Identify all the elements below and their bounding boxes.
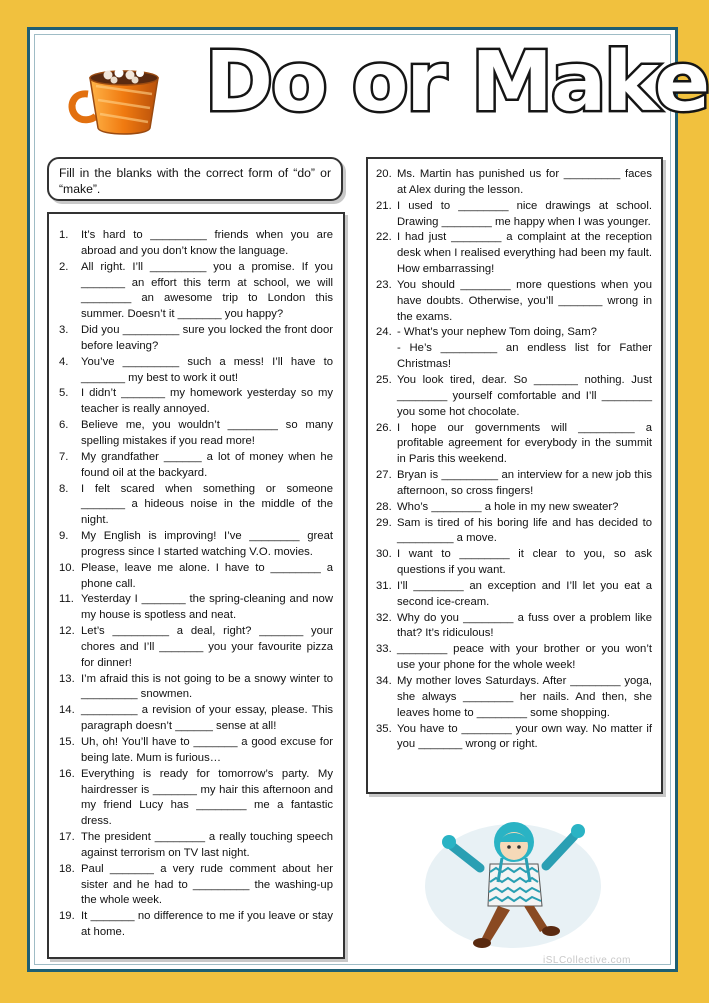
question-item bbox=[59, 323, 333, 355]
question-item bbox=[59, 672, 333, 704]
question-number: 5. bbox=[59, 387, 69, 400]
question-item bbox=[376, 468, 652, 500]
question-number: 24. bbox=[376, 326, 392, 339]
question-text: Did you _________ sure you locked the front door before leaving? bbox=[81, 324, 333, 352]
question-item bbox=[376, 421, 652, 469]
question-text: My mother loves Saturdays. After ________ yoga, she always ________ her nails. And then, she leaves home to ________ some shopping. bbox=[397, 675, 652, 719]
question-list-right bbox=[376, 167, 652, 753]
question-item bbox=[59, 450, 333, 482]
question-number: 33. bbox=[376, 643, 392, 656]
snow-kid-illustration bbox=[418, 806, 608, 956]
question-item bbox=[59, 735, 333, 767]
question-item bbox=[376, 167, 652, 199]
question-text: I want to ________ it clear to you, so ask questions if you want. bbox=[397, 548, 652, 577]
question-text: I’m afraid this is not going to be a snowy winter to _________ snowmen. bbox=[81, 672, 333, 701]
question-item bbox=[376, 547, 652, 579]
question-text: I’ll ________ an exception and I’ll let you eat a second ice-cream. bbox=[397, 579, 652, 608]
question-item bbox=[59, 624, 333, 672]
question-number: 1. bbox=[59, 229, 69, 241]
question-number: 28. bbox=[376, 500, 392, 513]
question-text: Bryan is _________ an interview for a new job this afternoon, so cross fingers! bbox=[397, 469, 652, 497]
question-text: I hope our governments will _________ a profitable agreement for everybody in the summit in Paris this weekend. bbox=[397, 421, 652, 466]
question-text: My English is improving! I’ve ________ great progress since I started watching V.O. movies. bbox=[81, 530, 333, 558]
question-text: It _______ no difference to me if you leave or stay at home. bbox=[81, 910, 333, 939]
question-text: Why do you ________ a fuss over a problem like that? It’s ridiculous! bbox=[397, 611, 652, 640]
question-text: Everything is ready for tomorrow’s party. My hairdresser is _______ my hair this afternoon and my friend Lucy has ________ me a fantastic dress. bbox=[81, 767, 333, 828]
question-item bbox=[59, 228, 333, 260]
question-number: 14. bbox=[59, 704, 75, 717]
question-number: 7. bbox=[59, 450, 69, 463]
instructions-box: Fill in the blanks with the correct form of “do” or “make”. bbox=[47, 157, 343, 201]
question-item bbox=[59, 418, 333, 450]
question-number: 6. bbox=[59, 419, 69, 432]
question-number: 13. bbox=[59, 672, 75, 685]
questions-box-right bbox=[366, 157, 663, 794]
question-text: Please, leave me alone. I have to ________ a phone call. bbox=[81, 561, 333, 590]
question-item bbox=[376, 373, 652, 421]
question-item bbox=[59, 529, 333, 561]
question-text: _________ a revision of your essay, please. This paragraph doesn’t ______ sense at all! bbox=[81, 704, 333, 733]
question-number: 29. bbox=[376, 516, 392, 529]
question-text: I felt scared when something or someone _______ a hideous noise in the middle of the night. bbox=[81, 482, 333, 527]
question-number: 34. bbox=[376, 675, 392, 687]
question-text: The president ________ a really touching speech against terrorism on TV last night. bbox=[81, 831, 333, 859]
questions-box-left bbox=[47, 212, 345, 959]
question-item bbox=[59, 909, 333, 941]
question-text: You have to ________ your own way. No matter if you _______ wrong or right. bbox=[397, 722, 652, 751]
question-number: 10. bbox=[59, 561, 75, 574]
question-number: 23. bbox=[376, 278, 392, 291]
question-number: 15. bbox=[59, 736, 75, 748]
question-text: Ms. Martin has punished us for _________ faces at Alex during the lesson. bbox=[397, 168, 652, 196]
question-number: 20. bbox=[376, 168, 392, 180]
question-item bbox=[59, 482, 333, 530]
question-item bbox=[59, 767, 333, 830]
question-number: 21. bbox=[376, 199, 392, 212]
question-number: 4. bbox=[59, 355, 69, 368]
question-number: 30. bbox=[376, 548, 392, 561]
question-number: 19. bbox=[59, 910, 75, 923]
question-number: 9. bbox=[59, 530, 69, 543]
question-item bbox=[376, 500, 652, 516]
question-number: 17. bbox=[59, 831, 75, 844]
question-text: Let’s _________ a deal, right? _______ your chores and I’ll _______ you your favourite pizza for dinner! bbox=[81, 625, 333, 669]
question-item bbox=[376, 516, 652, 548]
question-text: I didn’t _______ my homework yesterday so my teacher is really annoyed. bbox=[81, 387, 333, 416]
question-text: My grandfather ______ a lot of money when he found oil at the backyard. bbox=[81, 450, 333, 479]
question-item bbox=[376, 579, 652, 611]
question-item bbox=[59, 561, 333, 593]
question-item bbox=[376, 722, 652, 754]
question-number: 18. bbox=[59, 862, 75, 875]
question-text: You should ________ more questions when you have doubts. Otherwise, you’ll _______ wrong in the exams. bbox=[397, 278, 652, 323]
question-text: ________ peace with your brother or you won’t use your phone for the whole week! bbox=[397, 643, 652, 672]
question-text: Paul _______ a very rude comment about her sister and he had to _________ the washing-up the whole week. bbox=[81, 862, 333, 907]
question-item bbox=[59, 355, 333, 387]
question-number: 35. bbox=[376, 722, 392, 735]
question-text: Believe me, you wouldn’t ________ so many spelling mistakes if you read more! bbox=[81, 419, 333, 447]
question-item bbox=[376, 278, 652, 326]
question-text: I used to ________ nice drawings at school. Drawing ________ me happy when I was younger. bbox=[397, 199, 652, 228]
question-list-left bbox=[59, 228, 333, 941]
question-text: Uh, oh! You’ll have to _______ a good excuse for being late. Mum is furious… bbox=[81, 736, 333, 764]
coffee-cup-icon bbox=[66, 64, 166, 140]
question-number: 25. bbox=[376, 373, 392, 386]
question-text: Yesterday I _______ the spring-cleaning and now my house is spotless and neat. bbox=[81, 593, 333, 622]
question-item bbox=[376, 611, 652, 643]
question-text: It’s hard to _________ friends when you are abroad and you don’t know the language. bbox=[81, 229, 333, 257]
question-item bbox=[376, 674, 652, 722]
question-number: 3. bbox=[59, 324, 69, 337]
page-title: Do or Make bbox=[205, 35, 709, 130]
question-item bbox=[59, 386, 333, 418]
watermark: iSLCollective.com bbox=[543, 955, 631, 966]
question-item bbox=[376, 199, 652, 231]
question-text: I had just ________ a complaint at the reception desk when I realised everything had been my fault. How embarrassing! bbox=[397, 231, 652, 276]
question-number: 11. bbox=[59, 593, 74, 606]
question-text: Sam is tired of his boring life and has decided to _________ a move. bbox=[397, 516, 652, 545]
question-number: 12. bbox=[59, 625, 75, 638]
question-number: 2. bbox=[59, 260, 69, 273]
question-text: You look tired, dear. So _______ nothing. Just ________ yourself comfortable and I’ll ________ you some hot chocolate. bbox=[397, 373, 652, 418]
question-text: - What’s your nephew Tom doing, Sam? bbox=[397, 326, 597, 339]
question-text: You’ve _________ such a mess! I’ll have to _______ my best to work it out! bbox=[81, 355, 333, 384]
question-number: 32. bbox=[376, 611, 392, 624]
question-item bbox=[59, 592, 333, 624]
question-number: 31. bbox=[376, 579, 392, 592]
question-item bbox=[376, 642, 652, 674]
question-number: 16. bbox=[59, 767, 75, 780]
question-item bbox=[59, 862, 333, 910]
question-text-line2: - He’s _________ an endless list for Father Christmas! bbox=[397, 342, 652, 371]
question-text: Who’s ________ a hole in my new sweater? bbox=[397, 500, 619, 513]
question-number: 8. bbox=[59, 482, 69, 495]
question-item bbox=[59, 703, 333, 735]
question-number: 26. bbox=[376, 421, 392, 434]
question-number: 27. bbox=[376, 469, 392, 482]
question-item bbox=[59, 260, 333, 323]
question-item bbox=[59, 830, 333, 862]
question-item bbox=[376, 230, 652, 278]
question-item bbox=[376, 325, 652, 373]
question-text: All right. I’ll _________ you a promise. If you _______ an effort this term at school, we will ________ an awesome trip to London this summer. Doesn’t it _______ you happy? bbox=[81, 260, 333, 321]
question-number: 22. bbox=[376, 231, 392, 244]
